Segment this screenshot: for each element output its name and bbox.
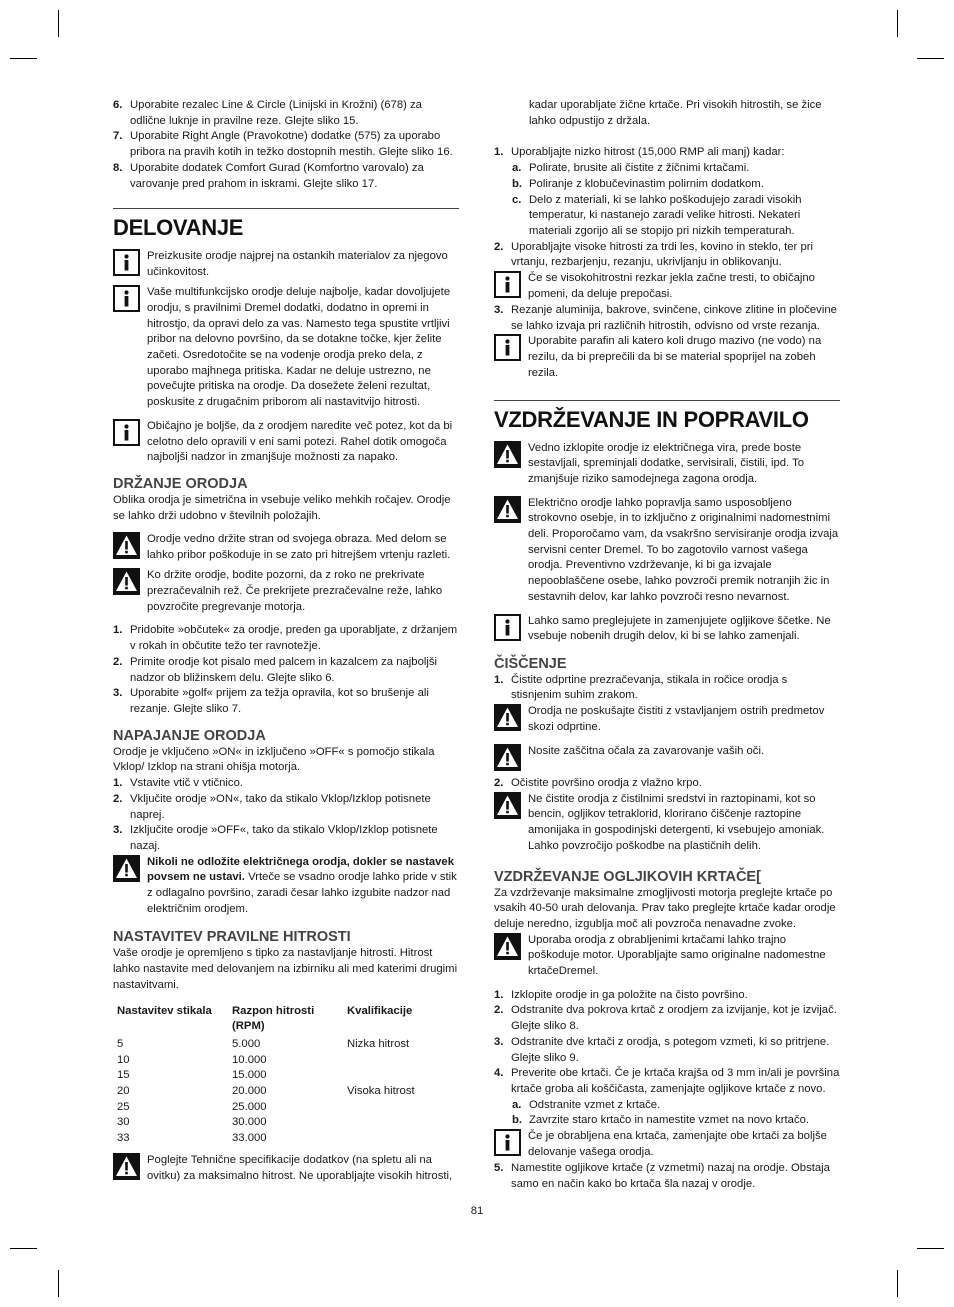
info-icon	[494, 1129, 521, 1156]
list-item: 1. Izklopite orodje in ga položite na čisto površino.	[494, 988, 748, 1001]
list-item: 6. Uporabite rezalec Line & Circle (Linijski in Krožni) (678) za odlične luknje in pravilne reze. Glejte sliko 15.	[113, 99, 422, 127]
list-item: 2. Vključite orodje »ON«, tako da stikalo Vklop/Izklop potisnete naprej.	[113, 792, 431, 821]
warning-icon	[494, 744, 521, 771]
table-row: 10 10.000	[117, 1053, 267, 1066]
list-item: 7. Uporabite Right Angle (Pravokotne) dodatke (575) za uporabo pribora na pravih kotih in težko dostopnih mestih. Glejte sliko 16.	[113, 130, 453, 159]
section-title-delovanje: DELOVANJE	[113, 215, 244, 241]
table-row: 5 5.000 Nizka hitrost	[117, 1037, 410, 1050]
table-row: 25 25.000	[117, 1100, 267, 1113]
info-note: Vaše multifunkcijsko orodje deluje najbolje, kadar dovoljujete orodju, s pravilnimi Dremel dodatki, dodatno in opremi in hitrostjo, da opravi delo za vas. Namesto tega spustite vrtljivi pribor na delovno površino, da se dotakne točke, kjer želite začeti. Osredotočite se na vodenje orodja preko dela, z uporabo majhnega pritiska. Kadar ne deluje ustrezno, ne povečujte pritiska na orodje. Da dosežete želeni rezultat, poskusite z drugačnim priborom ali nastavitvijo hitrosti.	[113, 285, 459, 411]
list-item: 1. Pridobite »občutek« za orodje, preden ga uporabljate, z držanjem v rokah in občutite težo ter ravnotežje.	[113, 624, 458, 653]
table-header: Nastavitev stikala	[117, 1004, 212, 1017]
list-item: 3. Izključite orodje »OFF«, tako da stikalo Vklop/Izklop potisnete nazaj.	[113, 824, 438, 852]
warning-note: Orodja ne poskušajte čistiti z vstavljanjem ostrih predmetov skozi odprtine.	[494, 704, 840, 736]
list-item: 1. Uporabljajte nizko hitrost (15,000 RMP ali manj) kadar:	[494, 146, 785, 159]
warning-icon	[113, 568, 140, 595]
list-item: 2. Uporabljajte visoke hitrosti za trdi les, kovino in steklo, ter pri vrtanju, rezbarjenju, rezanju, ukrivljanju in oblikovanju.	[494, 240, 814, 269]
list-item: 3. Odstranite dve krtači z orodja, s potegom vzmeti, ki so pritrjene. Glejte sliko 9.	[494, 1035, 830, 1064]
table-row: 30 30.000	[117, 1116, 267, 1129]
list-subitem: b. Zavrzite staro krtačo in namestite vzmet na novo krtačo.	[512, 1114, 810, 1127]
warning-note: Orodje vedno držite stran od svojega obraza. Med delom se lahko pribor poškoduje in se zato pri hitrejšem vrtenju razleti.	[113, 532, 459, 564]
warning-icon	[494, 792, 521, 819]
paragraph: Orodje je vključeno »ON« in izključeno »OFF« s pomočjo stikala Vklop/ Izklop na strani ohišja motorja.	[113, 745, 435, 774]
warning-note: Vedno izklopite orodje iz električnega vira, prede boste sestavljali, spreminjali dodatke, servisirali, čistili, ipd. To zmanjšuje riziko samodejnega zagona orodja.	[494, 441, 840, 488]
crop-mark	[10, 1248, 37, 1249]
list-subitem: a. Polirate, brusite ali čistite z žičnimi krtačami.	[512, 162, 750, 175]
section-title-drzanje: DRŽANJE ORODJA	[113, 475, 248, 492]
warning-icon	[113, 1153, 140, 1180]
list-subitem: a. Odstranite vzmet z krtače.	[512, 1098, 661, 1111]
crop-mark	[897, 1270, 898, 1297]
list-item: 3. Uporabite »golf« prijem za težja opravila, kot so brušenje ali rezanje. Glejte sliko 7.	[113, 687, 429, 715]
section-divider	[113, 208, 459, 209]
info-icon	[494, 334, 521, 361]
info-icon	[113, 419, 140, 446]
list-item: 2. Primite orodje kot pisalo med palcem in kazalcem za najboljši nadzor ob bližinskem delu. Glejte sliko 6.	[113, 655, 438, 684]
info-icon	[494, 271, 521, 298]
list-subitem: b. Poliranje z klobučevinastim polirnim dodatkom.	[512, 177, 764, 190]
paragraph: Oblika orodja je simetrična in vsebuje veliko mehkih ročajev. Orodje se lahko drži udobno v številnih položajih.	[113, 493, 451, 522]
crop-mark	[10, 58, 37, 59]
warning-icon	[494, 704, 521, 731]
warning-note: Nosite zaščitna očala za zavarovanje vaših oči.	[494, 744, 840, 776]
warning-icon	[494, 933, 521, 960]
list-item: 2. Odstranite dva pokrova krtač z orodjem za izvijanje, kot je izvijač. Glejte sliko 8.	[494, 1004, 837, 1033]
speed-table	[113, 1004, 459, 1147]
warning-icon	[113, 855, 140, 882]
warning-icon	[494, 496, 521, 523]
table-row: 20 20.000 Visoka hitrost	[117, 1085, 415, 1098]
warning-note: Električno orodje lahko popravlja samo usposobljeno strokovno osebje, in to izključno z originalnimi nadomestnimi deli. Proporočamo vam, da vsakršno servisiranje orodja izvaja servisni center Dremel. To bo zagotovilo varnost vašega orodja. Preventivno vzdrževanje, ki bi ga izvajale nepooblaščene osebe, lahko povzroči premik notranjih žic in sestavnih delov, kar lahko povzroči resno nevarnost.	[494, 496, 840, 606]
table-header: Razpon hitrosti (RPM)	[232, 1004, 315, 1033]
crop-mark	[917, 58, 944, 59]
info-note: Če je obrabljena ena krtača, zamenjajte obe krtači za boljše delovanje vašega orodja.	[494, 1129, 840, 1161]
warning-note: Ko držite orodje, bodite pozorni, da z roko ne prekrivate prezračevalnih rež. Če prekrijete prezračevalne reže, lahko povzročite pregrevanje motorja.	[113, 568, 459, 615]
info-icon	[494, 614, 521, 641]
info-icon	[113, 285, 140, 312]
section-title-vzdrzevanje: VZDRŽEVANJE IN POPRAVILO	[494, 406, 809, 432]
section-divider	[494, 400, 840, 401]
warning-note: Uporaba orodja z obrabljenimi krtačami lahko trajno poškoduje motor. Uporabljajte samo originalne nadomestne krtačeDremel.	[494, 933, 840, 980]
section-title-krtace: VZDRŽEVANJE OGLJIKOVIH KRTAČE[	[494, 868, 761, 885]
warning-icon	[494, 441, 521, 468]
list-item: 3. Rezanje aluminija, bakrove, svinčene, cinkove zlitine in pločevine se lahko izvaja pri različnih hitrostih, odvisno od vrste rezanja.	[494, 304, 837, 332]
list-item: 5. Namestite ogljikove krtače (z vzmetmi) nazaj na orodje. Obstaja samo en način kako bo krtača šla nazaj v orodje.	[494, 1162, 830, 1190]
table-header-row	[113, 1004, 459, 1037]
info-note: Običajno je boljše, da z orodjem naredite več potez, kot da bi celotno delo opravili v eni sami potezi. Rahel dotik omogoča najboljši nadzor in zmanjšuje možnosti za napako.	[113, 419, 459, 466]
paragraph: Za vzdrževanje maksimalne zmogljivosti motorja preglejte krtače po vsakih 40-50 urah delovanja. Prav tako preglejte krtače kadar orodje deluje neredno, izgublja moč ali povzroča nenavadne zvoke.	[494, 886, 836, 930]
info-note: Preizkusite orodje najprej na ostankih materialov za njegovo učinkovitost.	[113, 249, 459, 281]
warning-icon	[113, 532, 140, 559]
right-column	[494, 98, 840, 1192]
paragraph: Vaše orodje je opremljeno s tipko za nastavljanje hitrosti. Hitrost lahko nastavite med delovanjem na izbirniku ali med katerimi drugimi nastavitvami.	[113, 947, 458, 991]
list-subitem: c. Delo z materiali, ki se lahko poškodujejo zaradi visokih temperatur, ki nastanejo zaradi velike hitrosti. Nekateri materiali zgorijo ali se stopijo pri nizkih temperaturah.	[512, 193, 802, 237]
crop-mark	[917, 1248, 944, 1249]
table-row: 15 15.000	[117, 1069, 267, 1082]
info-note: Uporabite parafin ali katero koli drugo mazivo (ne vodo) na rezilu, da bi preprečili da bi se material spoprijel na zobeh rezila.	[494, 334, 840, 381]
table-row: 33 33.000	[117, 1132, 267, 1145]
section-title-ciscenje: ČIŠČENJE	[494, 655, 567, 672]
crop-mark	[58, 1270, 59, 1297]
table-header: Kvalifikacije	[347, 1004, 413, 1017]
crop-mark	[897, 10, 898, 37]
info-icon	[113, 249, 140, 276]
paragraph: kadar uporabljate žične krtače. Pri visokih hitrostih, se žice lahko odpustijo z držala.	[529, 99, 822, 127]
left-column	[113, 98, 459, 1185]
section-title-napajanje: NAPAJANJE ORODJA	[113, 727, 266, 744]
info-note: Lahko samo preglejujete in zamenjujete ogljikove ščetke. Ne vsebuje nobenih drugih delov, ki bi se lahko zamenjali.	[494, 614, 840, 646]
list-item: 1. Čistite odprtine prezračevanja, stikala in ročice orodja s stisnjenim suhim zrakom.	[494, 673, 788, 702]
warning-note: Ne čistite orodja z čistilnimi sredstvi in raztopinami, kot so bencin, ogljikov tetraklorid, klorirano čiščenje raztopine amonijaka in gospodinjski detergenti, ki vsebujejo amoniak. Lahko povzročijo poškodbe na plastičnih delih.	[494, 792, 840, 855]
list-item: 2. Očistite površino orodja z vlažno krpo.	[494, 776, 702, 789]
crop-mark	[58, 10, 59, 37]
list-item: 1. Vstavite vtič v vtičnico.	[113, 777, 244, 790]
list-item: 8. Uporabite dodatek Comfort Gurad (Komfortno varovalo) za varovanje pred prahom in iskrami. Glejte sliko 17.	[113, 161, 424, 190]
warning-note: Nikoli ne odložite električnega orodja, dokler se nastavek povsem ne ustavi. Vrteče se vsadno orodje lahko pride v stik z odlagalno površino, zaradi česar lahko izgubite nadzor nad električnim orodjem.	[113, 855, 459, 918]
list-item: 4. Preverite obe krtači. Če je krtača krajša od 3 mm in/ali je površina krtače groba ali koščičasta, zamenjajte ogljikove krtače z novo.	[494, 1067, 840, 1095]
info-note: Če se visokohitrostni rezkar jekla začne tresti, to običajno pomeni, da deluje prepočasi.	[494, 271, 840, 303]
section-title-nastavitev: NASTAVITEV PRAVILNE HITROSTI	[113, 929, 351, 946]
page-number: 81	[470, 1205, 484, 1217]
warning-note: Poglejte Tehnične specifikacije dodatkov (na spletu ali na ovitku) za maksimalno hitrost. Ne uporabljajte visokih hitrosti,	[113, 1153, 459, 1185]
